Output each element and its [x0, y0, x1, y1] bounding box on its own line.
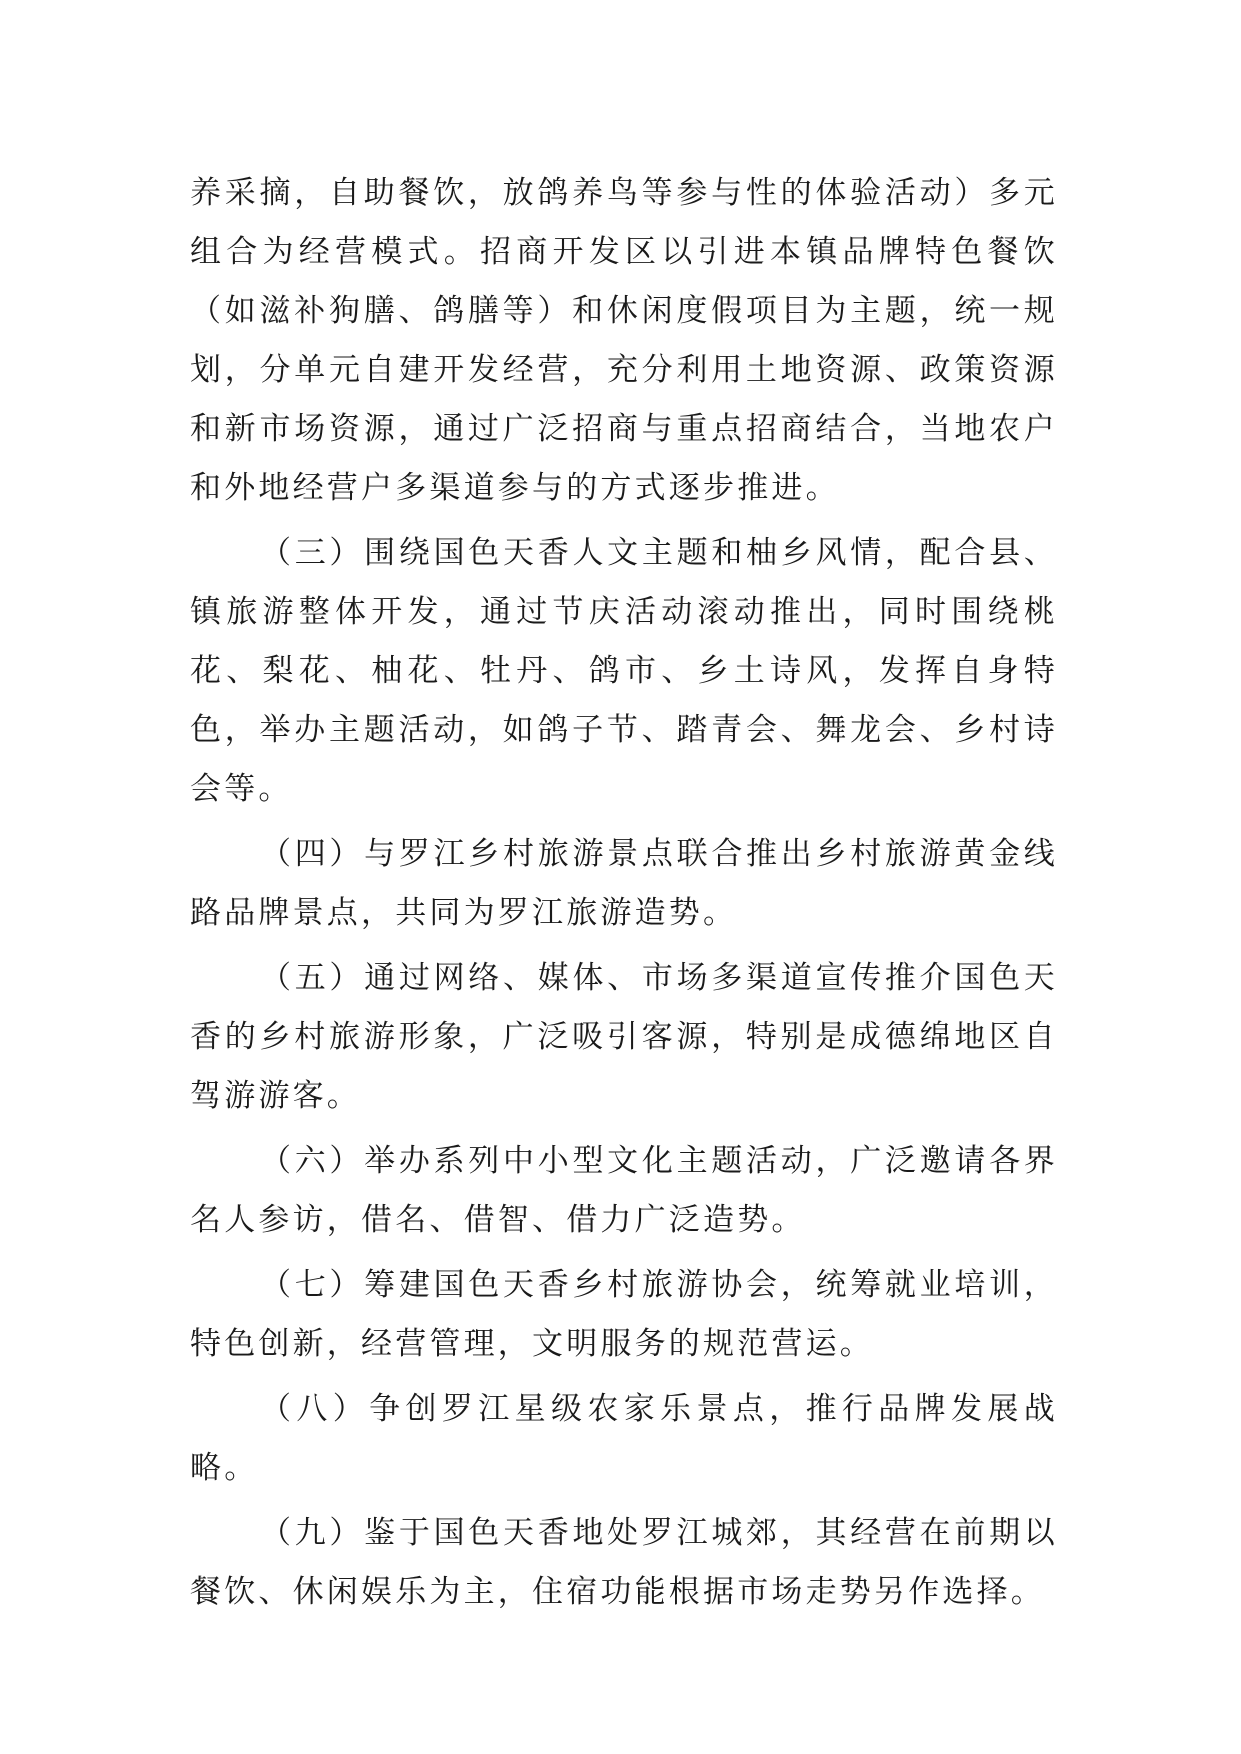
- paragraph-item-8: （八）争创罗江星级农家乐景点，推行品牌发展战略。: [190, 1391, 1058, 1486]
- paragraph-item-7: （七）筹建国色天香乡村旅游协会，统筹就业培训，特色创新，经营管理，文明服务的规范营运。: [190, 1267, 1058, 1362]
- paragraph-item-9: （九）鉴于国色天香地处罗江城郊，其经营在前期以餐饮、休闲娱乐为主，住宿功能根据市场走势另作选择。: [190, 1515, 1058, 1610]
- paragraph-continuation: 养采摘，自助餐饮，放鸽养鸟等参与性的体验活动）多元组合为经营模式。招商开发区以引进本镇品牌特色餐饮（如滋补狗膳、鸽膳等）和休闲度假项目为主题，统一规划，分单元自建开发经营，充分利用土地资源、政策资源和新市场资源，通过广泛招商与重点招商结合，当地农户和外地经营户多渠道参与的方式逐步推进。: [190, 175, 1058, 506]
- paragraph-item-6: （六）举办系列中小型文化主题活动，广泛邀请各界名人参访，借名、借智、借力广泛造势。: [190, 1143, 1058, 1238]
- paragraph-item-3: （三）围绕国色天香人文主题和柚乡风情，配合县、镇旅游整体开发，通过节庆活动滚动推出，同时围绕桃花、梨花、柚花、牡丹、鸽市、乡土诗风，发挥自身特色，举办主题活动，如鸽子节、踏青会、舞龙会、乡村诗会等。: [190, 535, 1058, 807]
- paragraph-item-4: （四）与罗江乡村旅游景点联合推出乡村旅游黄金线路品牌景点，共同为罗江旅游造势。: [190, 836, 1058, 931]
- paragraph-item-5: （五）通过网络、媒体、市场多渠道宣传推介国色天香的乡村旅游形象，广泛吸引客源，特别是成德绵地区自驾游游客。: [190, 960, 1058, 1114]
- document-body: [190, 164, 1058, 1628]
